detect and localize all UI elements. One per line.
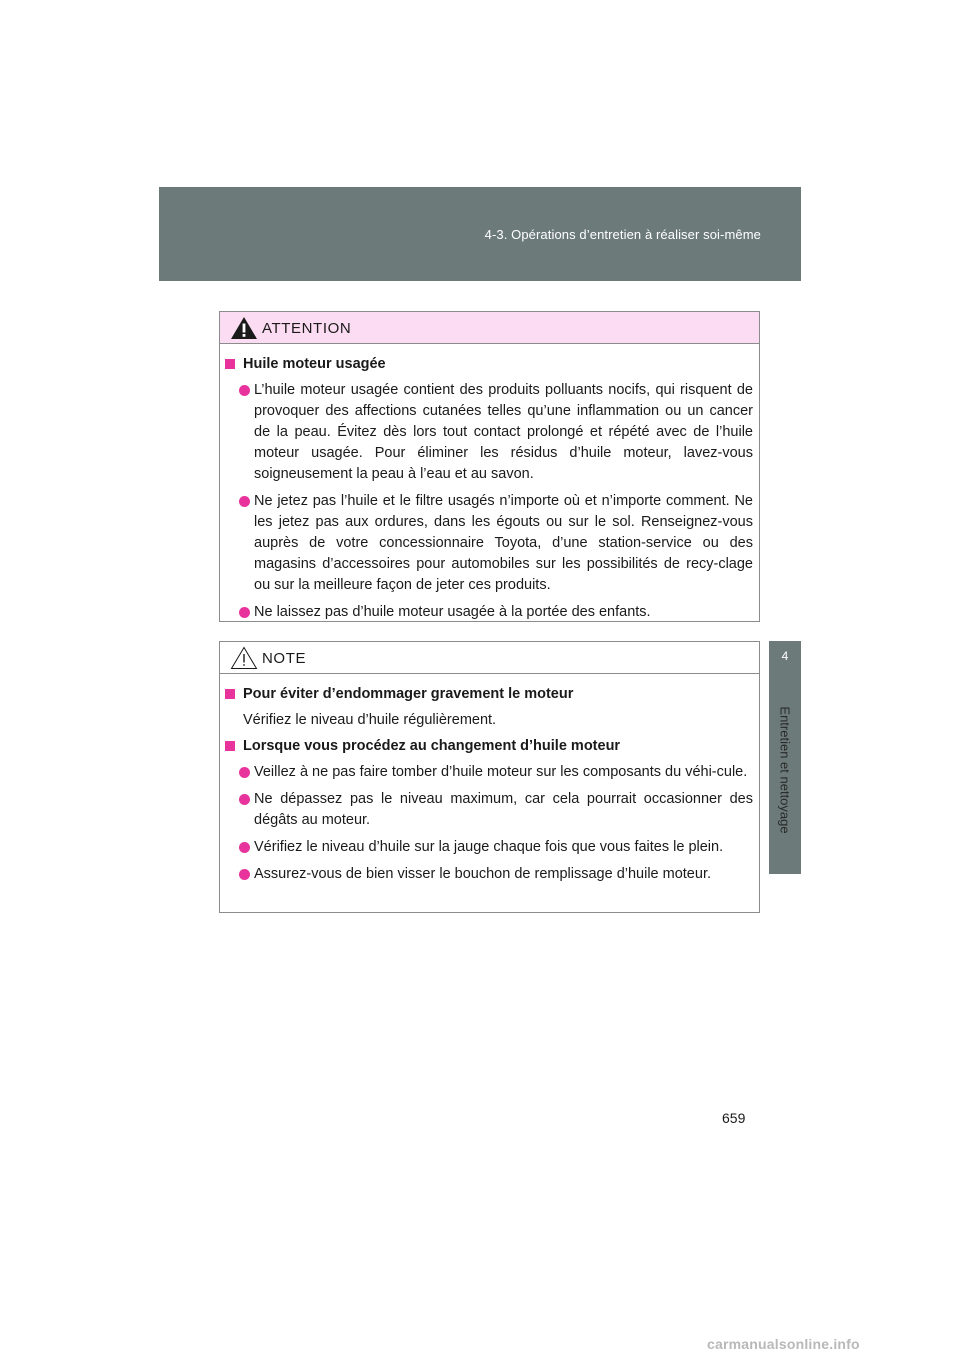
chapter-label-text: Entretien et nettoyage (777, 706, 793, 834)
warning-heading (225, 354, 753, 375)
list-item (225, 602, 753, 623)
warning-box (219, 311, 760, 622)
chapter-number: 4 (781, 649, 789, 663)
list-item (225, 837, 753, 858)
circle-bullet-icon (239, 496, 250, 507)
warning-box-body (220, 344, 759, 623)
section-title: 4-3. Opérations d’entretien à réaliser soi-même (484, 227, 761, 242)
square-bullet-icon (225, 359, 235, 369)
list-item-text: Ne jetez pas l’huile et le filtre usagés n’importe où et n’importe comment. Ne les jetez pas aux ordures, dans les égouts ou sur le sol. Renseignez-vous auprès de votre concessionnaire Toyota, d’une station-service ou des magasins d’accessoires pour automobiles sur les possibilités de recy-clage ou sur la meilleure façon de jeter ces produits. (254, 493, 753, 593)
list-item-text: Ne dépassez pas le niveau maximum, car cela pourrait occasionner des dégâts au moteur. (254, 791, 753, 828)
square-bullet-icon (225, 689, 235, 699)
note-heading (225, 684, 753, 705)
note-paragraph: Vérifiez le niveau d’huile régulièrement. (243, 712, 497, 728)
note-heading-text: Lorsque vous procédez au changement d’huile moteur (243, 738, 621, 754)
note-box-body (220, 674, 759, 885)
list-item-text: L’huile moteur usagée contient des produits polluants nocifs, qui risquent de provoquer des affections cutanées telles qu’une inflammation ou un cancer de la peau. Évitez dès lors tout contact prolongé et répété avec de l’huile moteur usagée. Pour éliminer les résidus d’huile moteur, lavez-vous soigneusement la peau à l’eau et au savon. (254, 382, 753, 482)
caution-triangle-outline-icon (230, 646, 258, 670)
warning-box-title: ATTENTION (262, 320, 352, 337)
page-number: 659 (722, 1110, 746, 1126)
note-heading-text: Pour éviter d’endommager gravement le moteur (243, 686, 574, 702)
watermark-text: carmanualsonline.info (707, 1336, 860, 1352)
warning-triangle-icon (230, 316, 258, 340)
list-item-text: Vérifiez le niveau d’huile sur la jauge chaque fois que vous faites le plein. (254, 839, 724, 855)
circle-bullet-icon (239, 869, 250, 880)
circle-bullet-icon (239, 385, 250, 396)
list-item-text: Assurez-vous de bien visser le bouchon de remplissage d’huile moteur. (254, 866, 711, 882)
chapter-side-label (774, 660, 796, 880)
circle-bullet-icon (239, 607, 250, 618)
note-box-header (220, 642, 759, 674)
square-bullet-icon (225, 741, 235, 751)
list-item (225, 380, 753, 485)
list-item-text: Ne laissez pas d’huile moteur usagée à la portée des enfants. (254, 604, 651, 620)
circle-bullet-icon (239, 767, 250, 778)
chapter-header-band (159, 187, 801, 281)
circle-bullet-icon (239, 842, 250, 853)
circle-bullet-icon (239, 794, 250, 805)
list-item (225, 789, 753, 831)
note-box-title: NOTE (262, 650, 307, 667)
note-heading (225, 736, 753, 757)
list-item (225, 491, 753, 596)
note-box (219, 641, 760, 913)
list-item (225, 762, 753, 783)
list-item (225, 864, 753, 885)
list-item-text: Veillez à ne pas faire tomber d’huile moteur sur les composants du véhi-cule. (254, 764, 748, 780)
warning-box-header (220, 312, 759, 344)
warning-heading-text: Huile moteur usagée (243, 356, 386, 372)
